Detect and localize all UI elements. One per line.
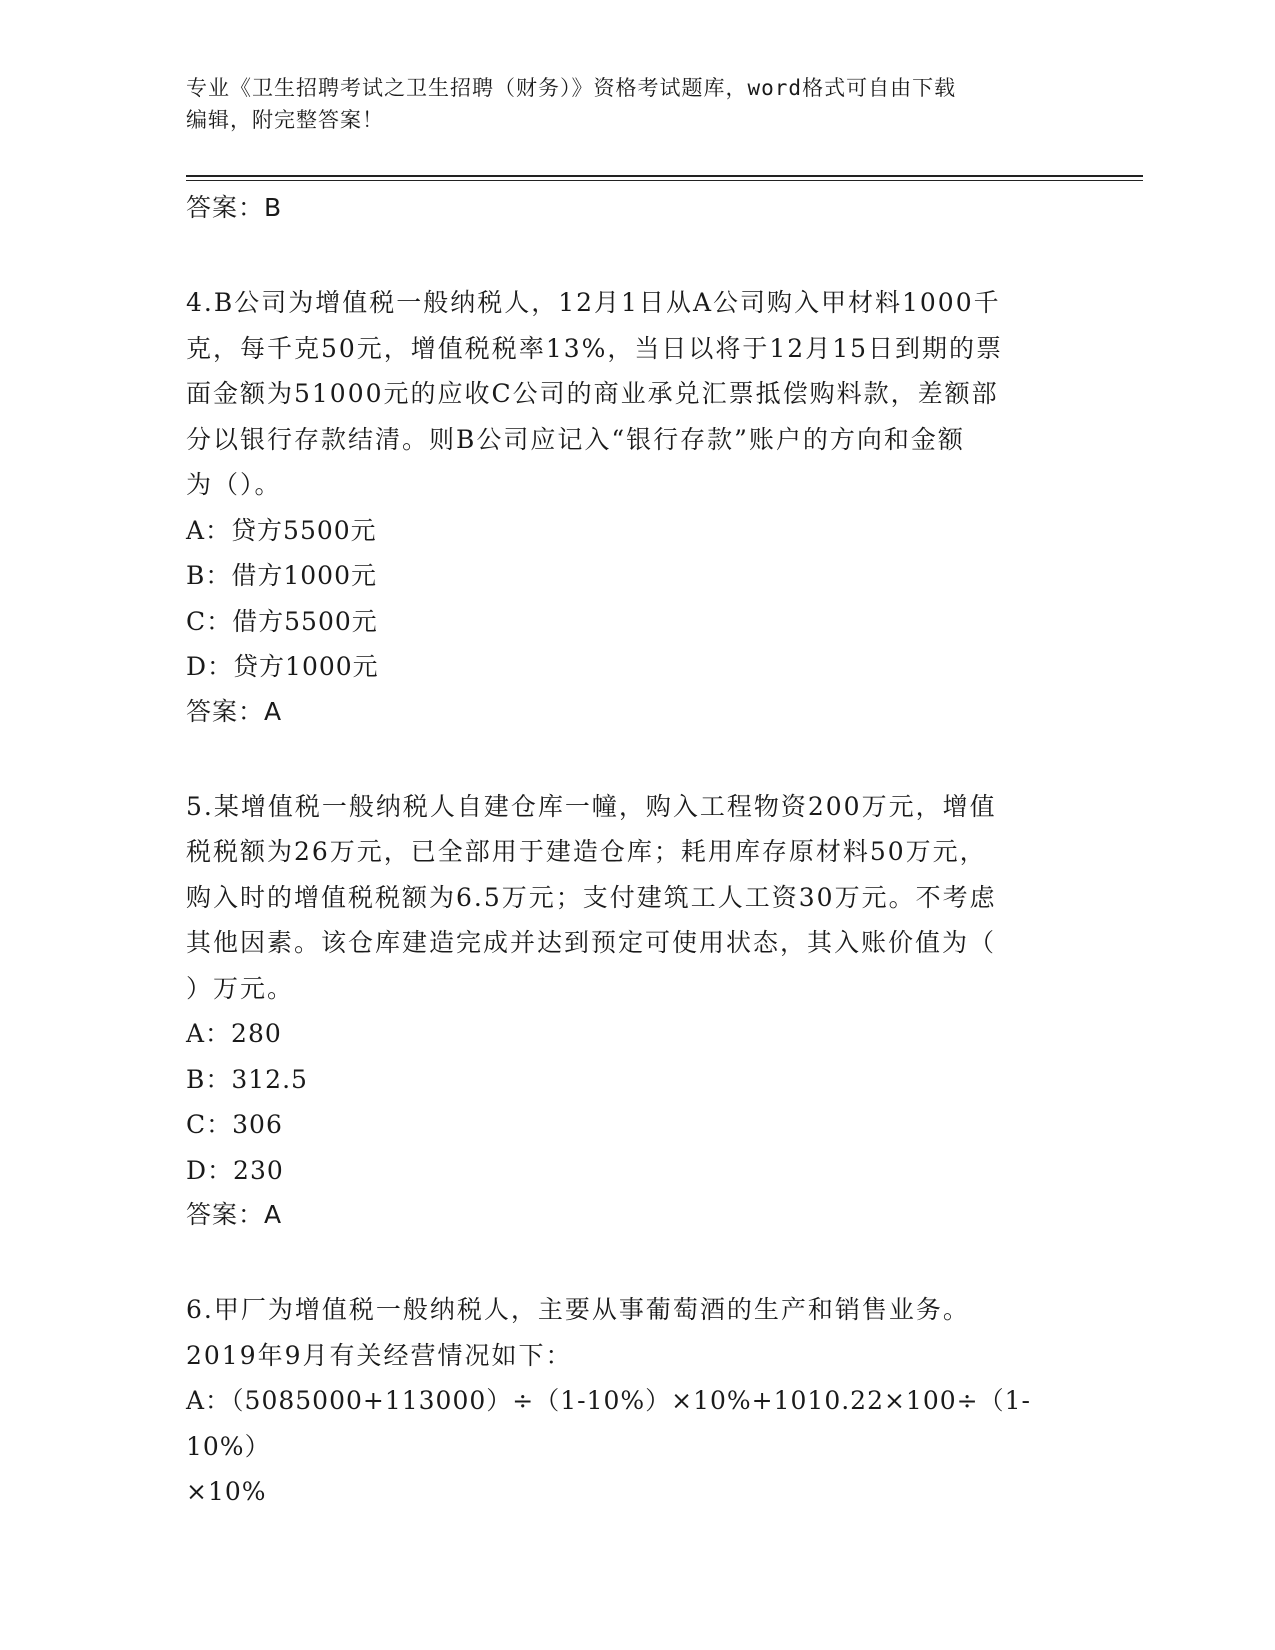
header-line-1: 专业《卫生招聘考试之卫生招聘（财务）》资格考试题库，word格式可自由下载 (186, 76, 957, 100)
question-line: 税税额为26万元，已全部用于建造仓库；耗用库存原材料50万元， (186, 837, 987, 866)
question-line: 其他因素。该仓库建造完成并达到预定可使用状态，其入账价值为（ (186, 928, 997, 957)
question-line: 分以银行存款结清。则B公司应记入“银行存款”账户的方向和金额 (186, 424, 965, 454)
spacer (186, 734, 1066, 784)
question-block-6 (186, 1287, 1066, 1515)
option-a: A：（5085000+113000）÷（1-10%）×10%+1010.22×100÷（1-10%） (186, 1386, 1031, 1461)
question-line: 购入时的增值税税额为6.5万元；支付建筑工人工资30万元。不考虑 (186, 882, 997, 912)
header-line-2: 编辑，附完整答案！ (186, 108, 384, 132)
option-c: C：306 (186, 1110, 283, 1139)
option-d: D：230 (186, 1155, 284, 1185)
question-block-5 (186, 784, 1066, 1238)
option-c: C：借方5500元 (186, 606, 378, 636)
question-line: 面金额为51000元的应收C公司的商业承兑汇票抵偿购料款，差额部 (186, 379, 999, 408)
previous-answer: 答案：B (186, 193, 283, 222)
spacer (186, 230, 1066, 280)
option-b: B：312.5 (186, 1064, 308, 1094)
question-line: 克，每千克50元，增值税税率13%，当日以将于12月15日到期的票 (186, 333, 1004, 363)
question-line: 2019年9月有关经营情况如下： (186, 1340, 573, 1370)
answer: 答案：A (186, 1200, 283, 1229)
question-line: 6.甲厂为增值税一般纳税人，主要从事葡萄酒的生产和销售业务。 (186, 1295, 970, 1324)
answer: 答案：A (186, 696, 283, 726)
option-a: A：贷方5500元 (186, 515, 377, 545)
option-a: A：280 (186, 1019, 282, 1048)
question-line: ）万元。 (186, 973, 295, 1003)
question-list (186, 186, 1066, 1515)
question-line: 为（）。 (186, 470, 282, 499)
spacer (186, 1237, 1066, 1287)
question-line: 4.B公司为增值税一般纳税人，12月1日从A公司购入甲材料1000千 (186, 288, 1001, 317)
option-d: D：贷方1000元 (186, 652, 379, 681)
question-block-4 (186, 280, 1066, 734)
page-header (186, 72, 1066, 136)
header-divider-thick (186, 175, 1143, 177)
header-divider-thin (186, 180, 1143, 181)
question-line: 5.某增值税一般纳税人自建仓库一幢，购入工程物资200万元，增值 (186, 791, 997, 821)
option-a-continued: ×10% (186, 1477, 267, 1506)
option-b: B：借方1000元 (186, 561, 377, 590)
